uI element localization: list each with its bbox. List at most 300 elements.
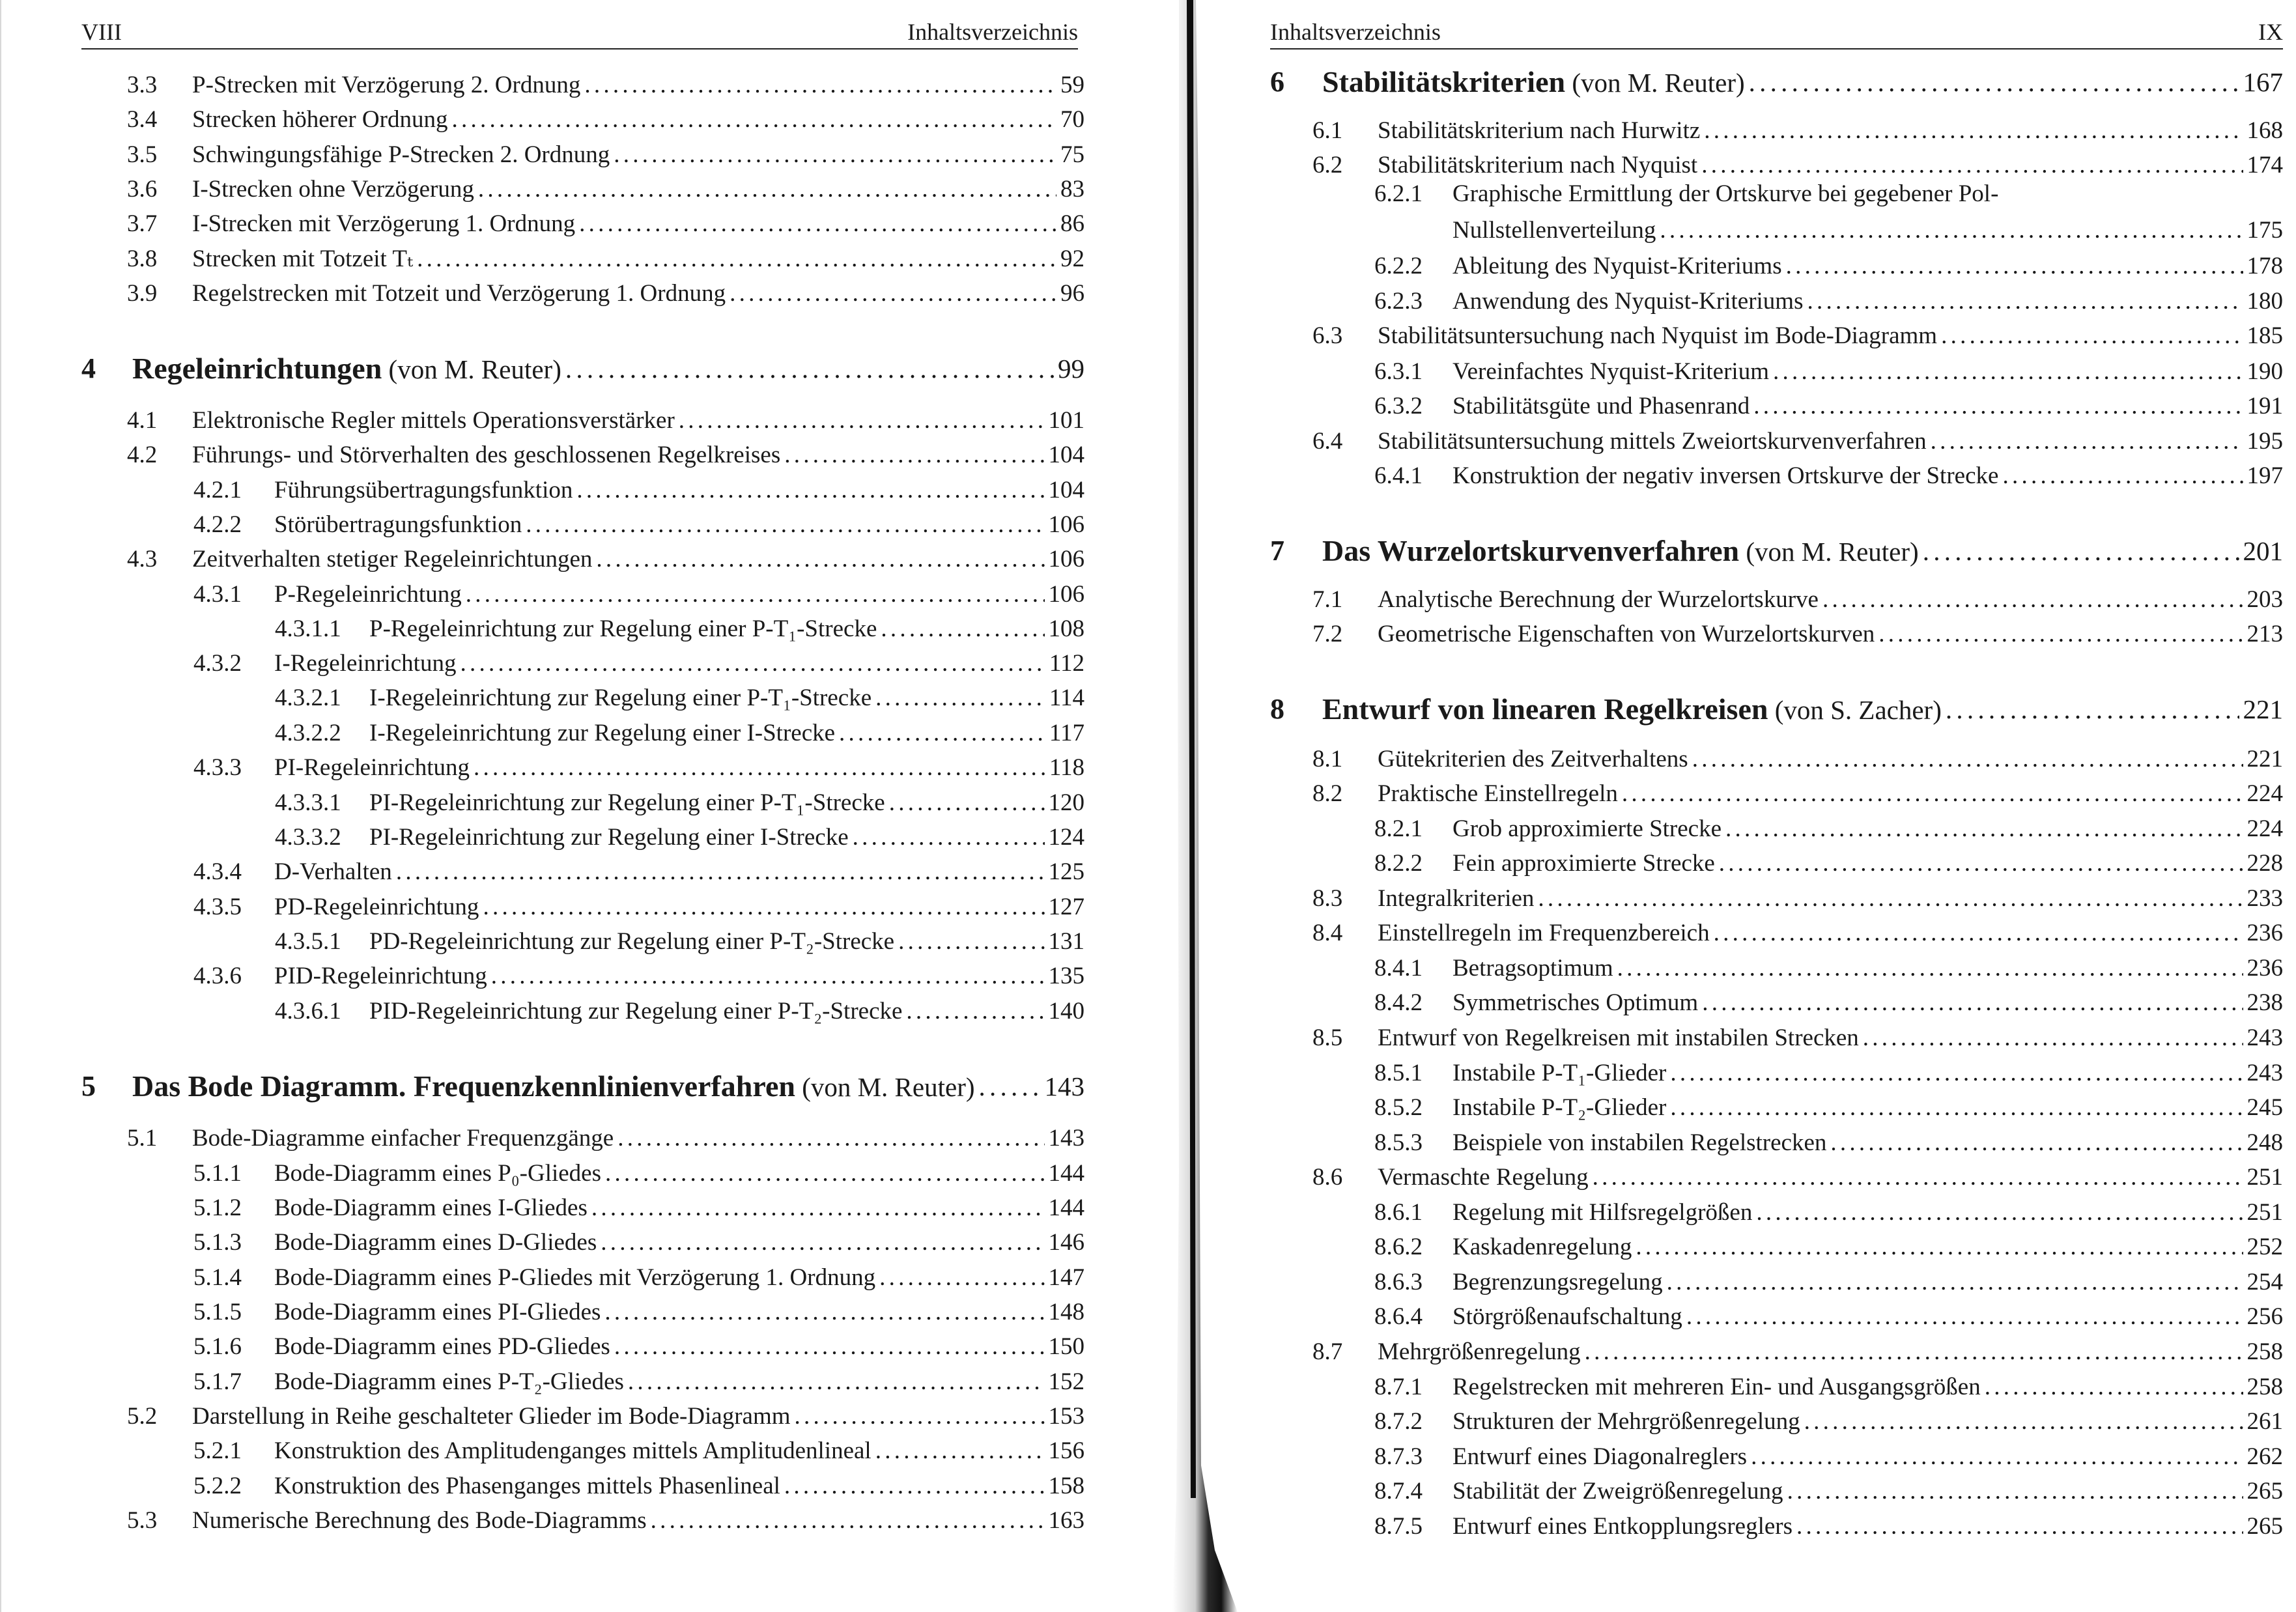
dot-leader xyxy=(679,404,1045,438)
toc-entry xyxy=(193,474,1084,507)
toc-entry-title: Bode-Diagramm eines P-T₂-Gliedes xyxy=(274,1368,624,1395)
toc-entry-number: 5.2 xyxy=(127,1403,158,1430)
toc-entry-number: 4.3 xyxy=(127,546,158,573)
toc-entry-number: 6.3 xyxy=(1312,322,1343,349)
toc-entry-number: 8.6 xyxy=(1312,1164,1343,1191)
gutter-shadow xyxy=(1133,0,1238,1612)
toc-entry-number: 5.1.4 xyxy=(193,1264,242,1291)
toc-entry-page: 104 xyxy=(1048,442,1084,468)
toc-entry-page: 258 xyxy=(2246,1338,2283,1365)
toc-entry-number: 4.3.3.2 xyxy=(275,824,341,851)
right-page xyxy=(1238,0,2296,1612)
dot-leader xyxy=(651,1504,1045,1538)
toc-entry-number: 4.3.3 xyxy=(193,754,242,781)
toc-entry-number: 4.2.1 xyxy=(193,477,242,503)
dot-leader xyxy=(875,681,1045,715)
toc-entry-title: Bode-Diagramm eines P₀-Gliedes xyxy=(274,1160,601,1187)
toc-entry-title: Bode-Diagramme einfacher Frequenzgänge xyxy=(192,1125,614,1152)
toc-entry-title: Entwurf eines Diagonalreglers xyxy=(1453,1443,1748,1470)
toc-entry-title: Grob approximierte Strecke xyxy=(1453,815,1722,842)
toc-entry-page: 191 xyxy=(2246,393,2283,419)
toc-entry-title: Ableitung des Nyquist-Kriteriums xyxy=(1453,253,1782,279)
page-header xyxy=(81,9,1078,49)
toc-entry-number: 6.3.1 xyxy=(1374,358,1423,385)
toc-entry-title: PI-Regeleinrichtung xyxy=(274,754,470,781)
toc-entry-title: Stabilitätsuntersuchung mittels Zweiortskurvenverfahren xyxy=(1378,428,1927,455)
toc-entry xyxy=(275,821,1084,855)
toc-entry-number: 4.3.5.1 xyxy=(275,928,341,955)
toc-entry-title: Gütekriterien des Zeitverhaltens xyxy=(1378,746,1688,772)
toc-entry-page: 251 xyxy=(2246,1164,2283,1191)
dot-leader xyxy=(2002,459,2243,493)
toc-entry xyxy=(127,173,1084,206)
toc-entry xyxy=(127,103,1084,137)
toc-entry xyxy=(193,1330,1084,1364)
toc-entry-title: P-Regeleinrichtung xyxy=(274,581,462,608)
toc-entry xyxy=(193,1434,1084,1468)
toc-entry-page: 125 xyxy=(1048,858,1084,885)
dot-leader xyxy=(1796,1510,2243,1544)
left-page xyxy=(0,0,1133,1612)
toc-entry-page: 112 xyxy=(1049,650,1084,677)
toc-entry xyxy=(1374,1196,2283,1230)
toc-entry-title: Stabilitätskriterium nach Nyquist xyxy=(1378,152,1698,178)
toc-entry xyxy=(193,855,1084,889)
dot-leader xyxy=(483,890,1044,924)
toc-entry-title: Darstellung in Reihe geschalteter Glieder im Bode-Diagramm xyxy=(192,1403,791,1430)
dot-leader xyxy=(1686,1300,2243,1334)
toc-entry-page: 265 xyxy=(2246,1478,2283,1505)
toc-entry-number: 5.1.2 xyxy=(193,1195,242,1221)
dot-leader xyxy=(906,995,1044,1028)
toc-entry-number: 8.3 xyxy=(1312,885,1343,912)
toc-entry-page: 258 xyxy=(2246,1374,2283,1400)
toc-entry-title: Vereinfachtes Nyquist-Kriterium xyxy=(1453,358,1769,385)
toc-entry xyxy=(1374,177,2283,211)
toc-entry-page: 243 xyxy=(2246,1025,2283,1051)
toc-entry-title: Vermaschte Regelung xyxy=(1378,1164,1589,1191)
toc-entry-title: Praktische Einstellregeln xyxy=(1378,780,1618,807)
dot-leader xyxy=(478,173,1056,206)
dot-leader xyxy=(604,1295,1044,1329)
dot-leader xyxy=(1923,534,2239,569)
dot-leader xyxy=(1749,65,2239,100)
page-edge xyxy=(0,0,1,1612)
toc-entry-number: 8.5.2 xyxy=(1374,1094,1423,1121)
toc-entry-number: 4.3.2.2 xyxy=(275,720,341,746)
toc-entry-page: 236 xyxy=(2246,955,2283,982)
toc-entry xyxy=(1374,1440,2283,1474)
toc-entry-page: 238 xyxy=(2246,989,2283,1016)
toc-entry-title: PI-Regeleinrichtung zur Regelung einer P-T₁-Strecke xyxy=(369,789,885,816)
toc-entry-page: 178 xyxy=(2246,253,2283,279)
toc-entry-title: Fein approximierte Strecke xyxy=(1453,850,1715,877)
toc-entry-number: 8.2.2 xyxy=(1374,850,1423,877)
toc-entry-title: Regelstrecken mit mehreren Ein- und Ausgangsgrößen xyxy=(1453,1374,1981,1400)
toc-entry-number: 5.1.7 xyxy=(193,1368,242,1395)
toc-entry-title: Schwingungsfähige P-Strecken 2. Ordnung xyxy=(192,141,610,168)
toc-entry xyxy=(1374,1126,2283,1160)
toc-entry-title: Nullstellenverteilung xyxy=(1453,217,1656,244)
dot-leader xyxy=(875,1434,1045,1468)
toc-entry-page: 251 xyxy=(2246,1199,2283,1226)
toc-entry xyxy=(1312,916,2283,950)
toc-entry-number: 8.7.3 xyxy=(1374,1443,1423,1470)
toc-entry xyxy=(193,1261,1084,1295)
toc-entry-title: PID-Regeleinrichtung zur Regelung einer P-T₂-Strecke xyxy=(369,998,903,1025)
dot-leader xyxy=(1878,617,2243,651)
toc-entry xyxy=(193,1295,1084,1329)
dot-leader xyxy=(1807,285,2243,318)
toc-entry-title: Störübertragungsfunktion xyxy=(274,511,522,538)
toc-entry-page: 59 xyxy=(1060,72,1084,98)
toc-entry-number: 8.7 xyxy=(1312,1338,1343,1365)
toc-entry-page: 243 xyxy=(2246,1060,2283,1086)
toc-entry-page: 92 xyxy=(1060,246,1084,272)
toc-entry-number: 4.3.6 xyxy=(193,963,242,989)
toc-entry-number: 4.3.2.1 xyxy=(275,685,341,711)
toc-entry-title: I-Regeleinrichtung zur Regelung einer I-Strecke xyxy=(369,720,836,746)
toc-entry xyxy=(193,1191,1084,1225)
toc-entry-number: 4.3.3.1 xyxy=(275,789,341,816)
toc-entry-title: Stabilitätsgüte und Phasenrand xyxy=(1453,393,1750,419)
dot-leader xyxy=(784,1469,1045,1503)
toc-entry-number: 8.5.3 xyxy=(1374,1129,1423,1156)
toc-entry-number: 6.2.1 xyxy=(1374,180,1423,207)
dot-leader xyxy=(784,438,1044,472)
toc-entry xyxy=(193,1365,1084,1399)
toc-entry xyxy=(127,1400,1084,1434)
toc-entry xyxy=(1374,459,2283,493)
dot-leader xyxy=(396,855,1045,889)
toc-entry-page: 104 xyxy=(1048,477,1084,503)
dot-leader xyxy=(839,716,1045,750)
toc-entry-title: Führungs- und Störverhalten des geschlossenen Regelkreises xyxy=(192,442,781,468)
toc-entry-number: 3.8 xyxy=(127,246,158,272)
toc-entry-page: 99 xyxy=(1058,354,1084,384)
toc-entry-number: 5.2.2 xyxy=(193,1473,242,1499)
toc-entry-title: Führungsübertragungsfunktion xyxy=(274,477,573,503)
dot-leader xyxy=(1822,583,2243,617)
toc-entry xyxy=(275,786,1084,820)
toc-entry-title: PD-Regeleinrichtung zur Regelung einer P-T₂-Strecke xyxy=(369,928,895,955)
toc-entry xyxy=(1374,1405,2283,1439)
toc-entry-title: Beispiele von instabilen Regelstrecken xyxy=(1453,1129,1827,1156)
toc-entry-page: 96 xyxy=(1060,280,1084,307)
toc-entry-title: Elektronische Regler mittels Operationsverstärker xyxy=(192,407,675,434)
toc-entry-number: 8.6.1 xyxy=(1374,1199,1423,1226)
toc-entry xyxy=(1374,1370,2283,1404)
toc-entry-page: 158 xyxy=(1048,1473,1084,1499)
toc-entry-title: Regelstrecken mit Totzeit und Verzögerung 1. Ordnung xyxy=(192,280,726,307)
dot-leader xyxy=(1773,355,2243,389)
toc-entry-number: 4.2 xyxy=(127,442,158,468)
toc-entry-number: 6.1 xyxy=(1312,117,1343,144)
toc-entry-title: P-Regeleinrichtung zur Regelung einer P-T₁-Strecke xyxy=(369,615,877,642)
toc-entry-page: 75 xyxy=(1060,141,1084,168)
toc-entry xyxy=(1312,1335,2283,1369)
toc-entry xyxy=(1312,583,2283,617)
toc-entry-number: 5.2.1 xyxy=(193,1437,242,1464)
toc-entry-number: 6 xyxy=(1270,66,1284,98)
toc-entry xyxy=(1374,1510,2283,1544)
toc-entry-title: Strecken höherer Ordnung xyxy=(192,106,448,133)
dot-leader xyxy=(1719,847,2243,881)
toc-entry-number: 8.1 xyxy=(1312,746,1343,772)
toc-entry xyxy=(193,578,1084,612)
toc-entry-page: 174 xyxy=(2246,152,2283,178)
toc-entry-number: 8.6.3 xyxy=(1374,1269,1423,1295)
toc-entry-number: 5 xyxy=(81,1070,96,1102)
toc-entry-number: 5.1.3 xyxy=(193,1229,242,1256)
toc-entry-title: Betragsoptimum xyxy=(1453,955,1613,982)
toc-entry-page: 213 xyxy=(2246,621,2283,647)
toc-entry-number: 3.3 xyxy=(127,72,158,98)
toc-entry-page: 233 xyxy=(2246,885,2283,912)
dot-leader xyxy=(584,68,1056,102)
toc-entry xyxy=(127,68,1084,102)
toc-entry xyxy=(127,242,1084,276)
toc-entry-title: Konstruktion des Phasenganges mittels Phasenlineal xyxy=(274,1473,780,1499)
toc-entry-page: 248 xyxy=(2246,1129,2283,1156)
toc-entry-title: I-Strecken mit Verzögerung 1. Ordnung xyxy=(192,210,576,237)
dot-leader xyxy=(1941,319,2243,353)
toc-entry-title: P-Strecken mit Verzögerung 2. Ordnung xyxy=(192,72,581,98)
toc-entry xyxy=(193,1157,1084,1191)
toc-entry xyxy=(1312,617,2283,651)
toc-entry-title xyxy=(132,1069,975,1104)
toc-entry-page: 70 xyxy=(1060,106,1084,133)
toc-entry-page: 144 xyxy=(1048,1195,1084,1221)
toc-entry xyxy=(1374,1475,2283,1508)
toc-entry-page: 131 xyxy=(1048,928,1084,955)
chapter-author: (von S. Zacher) xyxy=(1774,695,1942,725)
toc-entry-number: 4.3.4 xyxy=(193,858,242,885)
toc-entry xyxy=(1374,1266,2283,1299)
toc-entry-page: 86 xyxy=(1060,210,1084,237)
toc-entry-page: 195 xyxy=(2246,428,2283,455)
toc-entry xyxy=(193,1469,1084,1503)
dot-leader xyxy=(1660,214,2243,247)
toc-entry-number: 3.7 xyxy=(127,210,158,237)
toc-entry-number: 8.7.1 xyxy=(1374,1374,1423,1400)
toc-entry-page: 256 xyxy=(2246,1303,2283,1330)
toc-entry-number: 4 xyxy=(81,352,96,384)
toc-entry-title: PI-Regeleinrichtung zur Regelung einer I-Strecke xyxy=(369,824,849,851)
toc-entry-number: 8.6.2 xyxy=(1374,1234,1423,1260)
toc-entry xyxy=(193,751,1084,785)
toc-entry-number: 8.7.4 xyxy=(1374,1478,1423,1505)
dot-leader xyxy=(881,612,1044,646)
toc-entry-number: 3.4 xyxy=(127,106,158,133)
toc-entry-title: Zeitverhalten stetiger Regeleinrichtungen xyxy=(192,546,593,573)
toc-entry-page: 152 xyxy=(1048,1368,1084,1395)
toc-entry-page: 221 xyxy=(2243,694,2283,724)
toc-entry-page: 143 xyxy=(1044,1071,1084,1101)
toc-entry xyxy=(1312,1021,2283,1055)
toc-entry-page: 228 xyxy=(2246,850,2283,877)
dot-leader xyxy=(1585,1335,2243,1369)
toc-entry-title: Strecken mit Totzeit Tₜ xyxy=(192,246,414,272)
dot-leader xyxy=(1622,777,2243,811)
dot-leader xyxy=(1804,1405,2243,1439)
toc-entry-page: 117 xyxy=(1049,720,1084,746)
dot-leader xyxy=(1946,692,2239,727)
toc-chapter-entry xyxy=(81,1069,1084,1103)
toc-entry-title: Einstellregeln im Frequenzbereich xyxy=(1378,920,1710,946)
dot-leader xyxy=(1538,882,2243,916)
toc-entry-number: 8.6.4 xyxy=(1374,1303,1423,1330)
toc-entry-page: 185 xyxy=(2246,322,2283,349)
toc-chapter-entry xyxy=(1270,692,2283,726)
dot-leader xyxy=(1667,1266,2243,1299)
toc-entry-page: 221 xyxy=(2246,746,2283,772)
dot-leader xyxy=(1830,1126,2243,1160)
toc-entry-number: 6.3.2 xyxy=(1374,393,1423,419)
toc-entry-title: Graphische Ermittlung der Ortskurve bei gegebener Pol- xyxy=(1453,180,1999,207)
dot-leader xyxy=(1636,1230,2243,1264)
toc-entry-page: 114 xyxy=(1049,685,1084,711)
toc-entry-title: Entwurf eines Entkopplungsreglers xyxy=(1453,1513,1793,1540)
toc-entry-title: Bode-Diagramm eines I-Gliedes xyxy=(274,1195,588,1221)
toc-chapter-entry xyxy=(1270,65,2283,99)
toc-entry-page: 252 xyxy=(2246,1234,2283,1260)
dot-leader xyxy=(1753,389,2243,423)
toc-entry-title: Numerische Berechnung des Bode-Diagramms xyxy=(192,1507,647,1534)
dot-leader xyxy=(605,1157,1045,1191)
dot-leader xyxy=(853,821,1045,855)
dot-leader xyxy=(466,578,1045,612)
page-header xyxy=(1270,9,2283,49)
toc-entry xyxy=(1374,847,2283,881)
toc-entry-number: 4.3.1.1 xyxy=(275,615,341,642)
toc-entry-page: 108 xyxy=(1048,615,1084,642)
dot-leader xyxy=(614,1330,1045,1364)
toc-entry-number: 6.4 xyxy=(1312,428,1343,455)
toc-entry-number: 8.4 xyxy=(1312,920,1343,946)
dot-leader xyxy=(1725,812,2243,846)
toc-entry-number: 5.1.1 xyxy=(193,1160,242,1187)
toc-entry-page: 203 xyxy=(2246,586,2283,613)
toc-entry xyxy=(1374,1056,2283,1090)
toc-entry-page: 180 xyxy=(2246,288,2283,315)
toc-entry-page: 124 xyxy=(1048,824,1084,851)
running-title: Inhaltsverzeichnis xyxy=(1270,19,1441,45)
toc-entry-title: Mehrgrößenregelung xyxy=(1378,1338,1581,1365)
dot-leader xyxy=(576,474,1044,507)
toc-entry-title: Bode-Diagramm eines D-Gliedes xyxy=(274,1229,597,1256)
dot-leader xyxy=(579,207,1056,241)
toc-entry-page: 168 xyxy=(2246,117,2283,144)
toc-entry-number: 6.2 xyxy=(1312,152,1343,178)
toc-entry-page: 201 xyxy=(2243,536,2283,566)
toc-entry xyxy=(1374,1230,2283,1264)
toc-entry xyxy=(275,716,1084,750)
dot-leader xyxy=(474,751,1045,785)
toc-entry xyxy=(1312,319,2283,353)
dot-leader xyxy=(1863,1021,2243,1055)
dot-leader xyxy=(879,1261,1044,1295)
dot-leader xyxy=(460,647,1045,681)
toc-entry-number: 8.5.1 xyxy=(1374,1060,1423,1086)
toc-entry-number: 8.5 xyxy=(1312,1025,1343,1051)
dot-leader xyxy=(417,242,1056,276)
toc-entry-page: 197 xyxy=(2246,462,2283,489)
toc-entry xyxy=(1374,952,2283,985)
toc-entry-title: Begrenzungsregelung xyxy=(1453,1269,1663,1295)
toc-entry-title xyxy=(1322,692,1942,727)
toc-entry-number: 3.5 xyxy=(127,141,158,168)
toc-entry-number: 7.2 xyxy=(1312,621,1343,647)
toc-entry-title: Bode-Diagramm eines PD-Gliedes xyxy=(274,1333,610,1360)
dot-leader xyxy=(1692,742,2243,776)
dot-leader xyxy=(1704,114,2243,148)
dot-leader xyxy=(596,543,1044,576)
toc-entry-page: 127 xyxy=(1048,894,1084,920)
toc-entry xyxy=(1312,1161,2283,1195)
toc-entry-page: 144 xyxy=(1048,1160,1084,1187)
toc-entry-title: Stabilität der Zweigrößenregelung xyxy=(1453,1478,1783,1505)
toc-entry-title xyxy=(132,352,561,386)
toc-entry-title: Geometrische Eigenschaften von Wurzelortskurven xyxy=(1378,621,1875,647)
toc-entry-title: Symmetrisches Optimum xyxy=(1453,989,1699,1016)
toc-entry-number: 5.1.5 xyxy=(193,1299,242,1325)
toc-entry-title: PID-Regeleinrichtung xyxy=(274,963,487,989)
toc-entry-page: 143 xyxy=(1048,1125,1084,1152)
toc-entry-page: 167 xyxy=(2243,67,2283,97)
dot-leader xyxy=(979,1069,1041,1104)
toc-entry-page: 147 xyxy=(1048,1264,1084,1291)
toc-entry-title: Stabilitätsuntersuchung nach Nyquist im Bode-Diagramm xyxy=(1378,322,1938,349)
toc-entry-number: 6.4.1 xyxy=(1374,462,1423,489)
toc-entry xyxy=(193,508,1084,542)
toc-entry xyxy=(1374,355,2283,389)
toc-entry-number: 4.3.1 xyxy=(193,581,242,608)
toc-entry-title: Regelung mit Hilfsregelgrößen xyxy=(1453,1199,1753,1226)
toc-entry-title: Bode-Diagramm eines PI-Gliedes xyxy=(274,1299,601,1325)
chapter-title: Das Wurzelortskurvenverfahren xyxy=(1322,534,1740,567)
toc-entry-number: 5.3 xyxy=(127,1507,158,1534)
dot-leader xyxy=(1714,916,2243,950)
toc-entry-title: I-Strecken ohne Verzögerung xyxy=(192,176,474,203)
dot-leader xyxy=(1787,1475,2243,1508)
dot-leader xyxy=(1756,1196,2243,1230)
toc-entry xyxy=(275,681,1084,715)
dot-leader xyxy=(889,786,1045,820)
toc-entry-page: 156 xyxy=(1048,1437,1084,1464)
toc-entry-page: 224 xyxy=(2246,815,2283,842)
toc-chapter-entry xyxy=(81,352,1084,386)
toc-entry-page: 120 xyxy=(1048,789,1084,816)
toc-entry-page: 106 xyxy=(1048,511,1084,538)
toc-entry xyxy=(1374,214,2283,247)
dot-leader xyxy=(1702,986,2243,1020)
dot-leader xyxy=(795,1400,1045,1434)
toc-entry-number: 6.2.2 xyxy=(1374,253,1423,279)
toc-entry-number: 8.7.5 xyxy=(1374,1513,1423,1540)
toc-entry-title: Störgrößenaufschaltung xyxy=(1453,1303,1682,1330)
book-gutter xyxy=(1133,0,1238,1612)
chapter-title: Entwurf von linearen Regelkreisen xyxy=(1322,692,1768,726)
toc-entry xyxy=(193,959,1084,993)
toc-entry xyxy=(127,277,1084,311)
toc-entry-number: 6.2.3 xyxy=(1374,288,1423,315)
toc-entry-page: 261 xyxy=(2246,1408,2283,1435)
dot-leader xyxy=(591,1191,1045,1225)
dot-leader xyxy=(898,925,1044,959)
toc-entry-title: Kaskadenregelung xyxy=(1453,1234,1632,1260)
toc-entry-page: 148 xyxy=(1048,1299,1084,1325)
